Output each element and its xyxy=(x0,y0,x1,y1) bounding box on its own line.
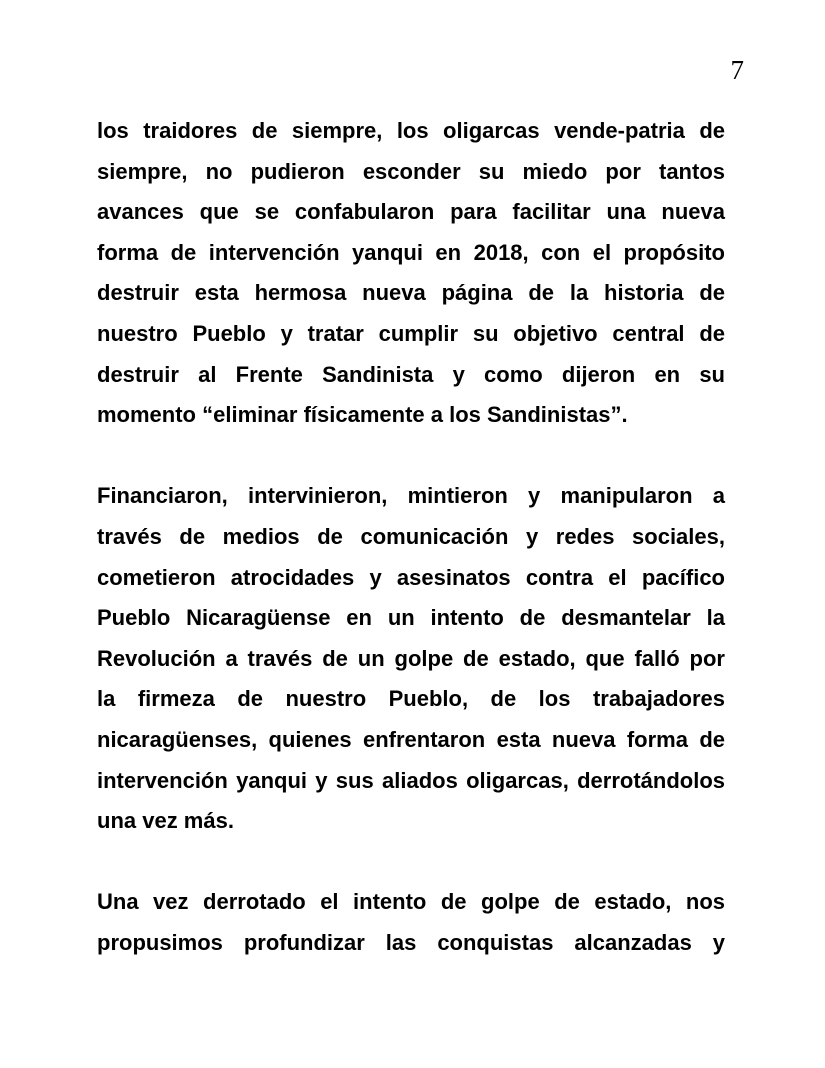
body-text xyxy=(97,0,725,1004)
text-line: Una vez derrotado el intento de golpe de estado, nos xyxy=(97,889,725,915)
text-line: destruir al Frente Sandinista y como dijeron en su xyxy=(97,361,725,387)
text-line: Financiaron, intervinieron, mintieron y manipularon a xyxy=(97,483,725,509)
text-line: la firmeza de nuestro Pueblo, de los trabajadores xyxy=(97,686,725,712)
text-line: Pueblo Nicaragüense en un intento de desmantelar la xyxy=(97,605,725,631)
text-line: avances que se confabularon para facilitar una nueva xyxy=(97,199,725,225)
text-line: una vez más. xyxy=(97,808,234,834)
text-line: nuestro Pueblo y tratar cumplir su objetivo central de xyxy=(97,320,725,346)
text-line: forma de intervención yanqui en 2018, con el propósito xyxy=(97,239,725,265)
text-line: través de medios de comunicación y redes sociales, xyxy=(97,523,725,549)
text-line: cometieron atrocidades y asesinatos contra el pacífico xyxy=(97,564,725,590)
text-line: nicaragüenses, quienes enfrentaron esta nueva forma de xyxy=(97,726,725,752)
paragraph-1 xyxy=(97,111,725,436)
text-line: momento “eliminar físicamente a los Sandinistas”. xyxy=(97,402,628,428)
text-line: los traidores de siempre, los oligarcas vende-patria de xyxy=(97,118,725,143)
text-line: propusimos profundizar las conquistas alcanzadas y xyxy=(97,929,725,955)
page-number: 7 xyxy=(730,55,744,85)
text-line: siempre, no pudieron esconder su miedo por tantos xyxy=(97,158,725,184)
paragraph-3 xyxy=(97,882,725,963)
text-line: Revolución a través de un golpe de estado, que falló por xyxy=(97,645,725,671)
text-line: intervención yanqui y sus aliados oligarcas, derrotándolos xyxy=(97,767,725,793)
text-line: destruir esta hermosa nueva página de la historia de xyxy=(97,280,725,306)
paragraph-2 xyxy=(97,476,725,841)
